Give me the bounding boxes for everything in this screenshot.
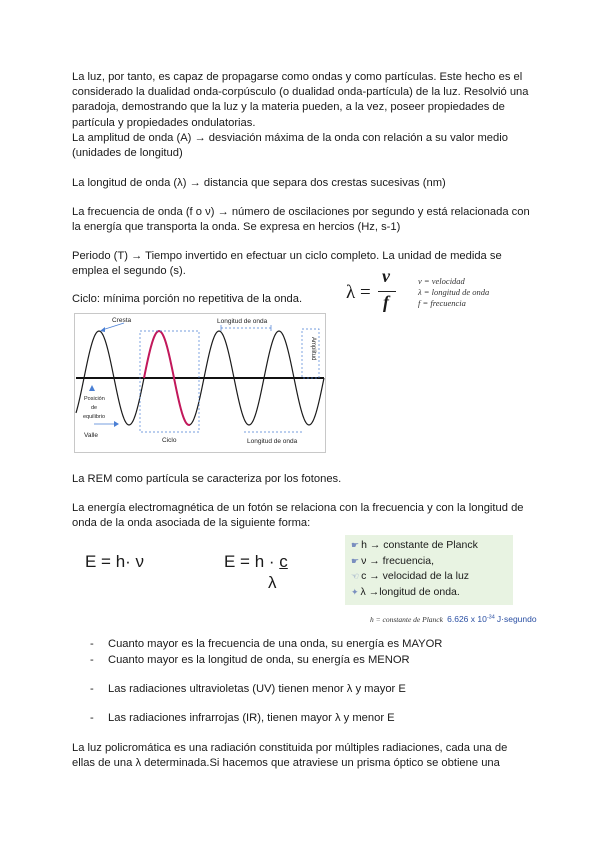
- amplitude-label: Amplitud: [310, 337, 316, 361]
- paragraph-frecuencia: La frecuencia de onda (f o ν) → número de oscilaciones por segundo y está relacionada con la energía que transporta la onda. Se expresa en hercios (Hz, s-1): [72, 206, 530, 234]
- posicion-de-label: de: [91, 405, 98, 411]
- paragraph-energia: La energía electromagnética de un fotón se relaciona con la frecuencia y con la longitud de onda de la onda asociada de la siguiente forma:: [72, 502, 524, 530]
- legend-box-item: ☛ ν → frecuencia,: [351, 554, 513, 570]
- bullet-item: - Las radiaciones infrarrojas (IR), tienen mayor λ y menor E: [90, 712, 395, 724]
- wave-diagram: [74, 313, 326, 453]
- wave-diagram-frame: [75, 314, 326, 453]
- lambda-formula-lhs: λ =: [346, 282, 371, 303]
- energy-formula-prefix: E = h ·: [224, 552, 280, 571]
- bullet-item: - Las radiaciones ultravioletas (UV) tienen menor λ y mayor E: [90, 683, 406, 695]
- legend-frecuencia: f = frecuencia: [418, 298, 466, 308]
- legend-box-item: ☜ c → velocidad de la luz: [351, 569, 513, 585]
- lambda-legend: [418, 276, 489, 309]
- pointer-icon: ☛: [351, 540, 360, 550]
- cresta-label: Cresta: [112, 317, 132, 324]
- wavelength-bottom-label: Longitud de onda: [247, 438, 298, 445]
- paragraph-amplitud: La amplitud de onda (A) → desviación máxima de la onda con relación a su valor medio (unidades de longitud): [72, 132, 508, 160]
- formula-legend-box: [345, 535, 513, 605]
- energy-formula-frequency: E = h· ν: [85, 552, 145, 571]
- lambda-formula-denominator: f: [383, 292, 389, 312]
- ciclo-label: Ciclo: [162, 437, 177, 444]
- planck-note: h = constante de Planck 6.626 x $10^{-34}$ J·segundo: [370, 614, 537, 624]
- energy-formula-wavelength: [224, 552, 288, 572]
- diamond-icon: ✦: [351, 586, 359, 597]
- bullet-item: - Cuanto mayor es la longitud de onda, su energía es MENOR: [90, 654, 410, 666]
- legend-box-item: ✦ λ →longitud de onda.: [351, 585, 513, 601]
- paragraph-policromatica: La luz policromática es una radiación constituida por múltiples radiaciones, cada una de ellas de una λ determinada.Si hacemos que atraviese un prisma óptico se obtiene una: [72, 742, 508, 770]
- legend-longitud: λ = longitud de onda: [418, 287, 490, 297]
- paragraph-ciclo: Ciclo: mínima porción no repetitiva de la onda.: [72, 293, 303, 305]
- lambda-formula-numerator: v: [382, 266, 390, 286]
- bullet-item: - Cuanto mayor es la frecuencia de una onda, su energía es MAYOR: [90, 638, 443, 650]
- paragraph-rem: La REM como partícula se caracteriza por los fotones.: [72, 473, 342, 485]
- pointer-icon: ☛: [351, 555, 360, 566]
- paragraph-dualidad: La luz, por tanto, es capaz de propagarse como ondas y como partículas. Este hecho es el considerado la dualidad onda-corpúsculo (o dualidad onda-partícula) de la luz. Resolvió una paradoja, demostrando que la luz y la materia pueden, a la vez, poseer propiedades de partícula y propiedades ondulatorias.: [72, 71, 529, 129]
- posicion-label: Posición: [84, 396, 105, 402]
- equilibrio-label: equilibrio: [83, 414, 106, 420]
- paragraph-periodo: Periodo (T) → Tiempo invertido en efectuar un ciclo completo. La unidad de medida se emplea el segundo (s).: [72, 250, 502, 278]
- wavelength-top-label: Longitud de onda: [217, 318, 268, 325]
- paragraph-longitud: La longitud de onda (λ) → distancia que separa dos crestas sucesivas (nm): [72, 177, 446, 189]
- legend-box-item: ☛ h → constante de Planck: [351, 538, 513, 554]
- energy-formula-denominator: λ: [268, 573, 277, 592]
- valle-label: Valle: [84, 432, 98, 439]
- energy-formula-numerator: c: [279, 552, 288, 571]
- legend-velocidad: v = velocidad: [418, 276, 465, 286]
- pointer-icon: ☜: [351, 571, 360, 581]
